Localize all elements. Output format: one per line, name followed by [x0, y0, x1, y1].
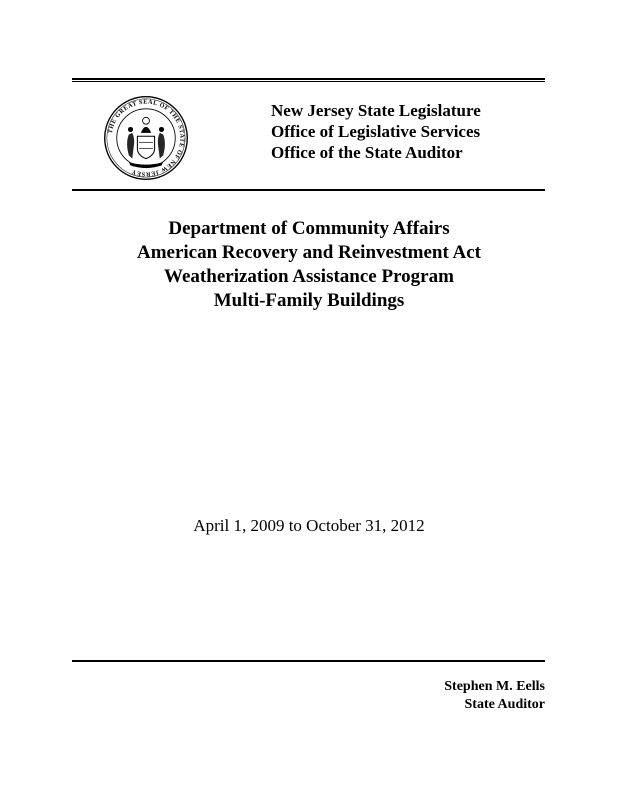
auditor-title: State Auditor — [464, 697, 545, 712]
state-seal-icon — [103, 95, 189, 181]
auditor-name: Stephen M. Eells — [444, 679, 545, 694]
seal-text: THE GREAT SEAL OF THE STATE OF NEW JERSEY — [106, 98, 186, 178]
title-line-department: Department of Community Affairs — [168, 218, 450, 239]
bottom-divider — [72, 660, 545, 662]
title-line-program: Weatherization Assistance Program — [164, 266, 454, 287]
title-line-buildings: Multi-Family Buildings — [213, 290, 405, 311]
top-divider — [72, 78, 545, 82]
signature-block — [444, 678, 545, 714]
audit-period: April 1, 2009 to October 31, 2012 — [193, 516, 425, 535]
report-title — [0, 217, 618, 313]
office-legislative-services: Office of Legislative Services — [271, 122, 481, 141]
header-organization — [271, 100, 481, 163]
title-line-act: American Recovery and Reinvestment Act — [136, 242, 482, 263]
office-state-auditor: Office of the State Auditor — [271, 143, 463, 162]
legislature-name: New Jersey State Legislature — [271, 101, 481, 120]
middle-divider — [72, 189, 545, 191]
